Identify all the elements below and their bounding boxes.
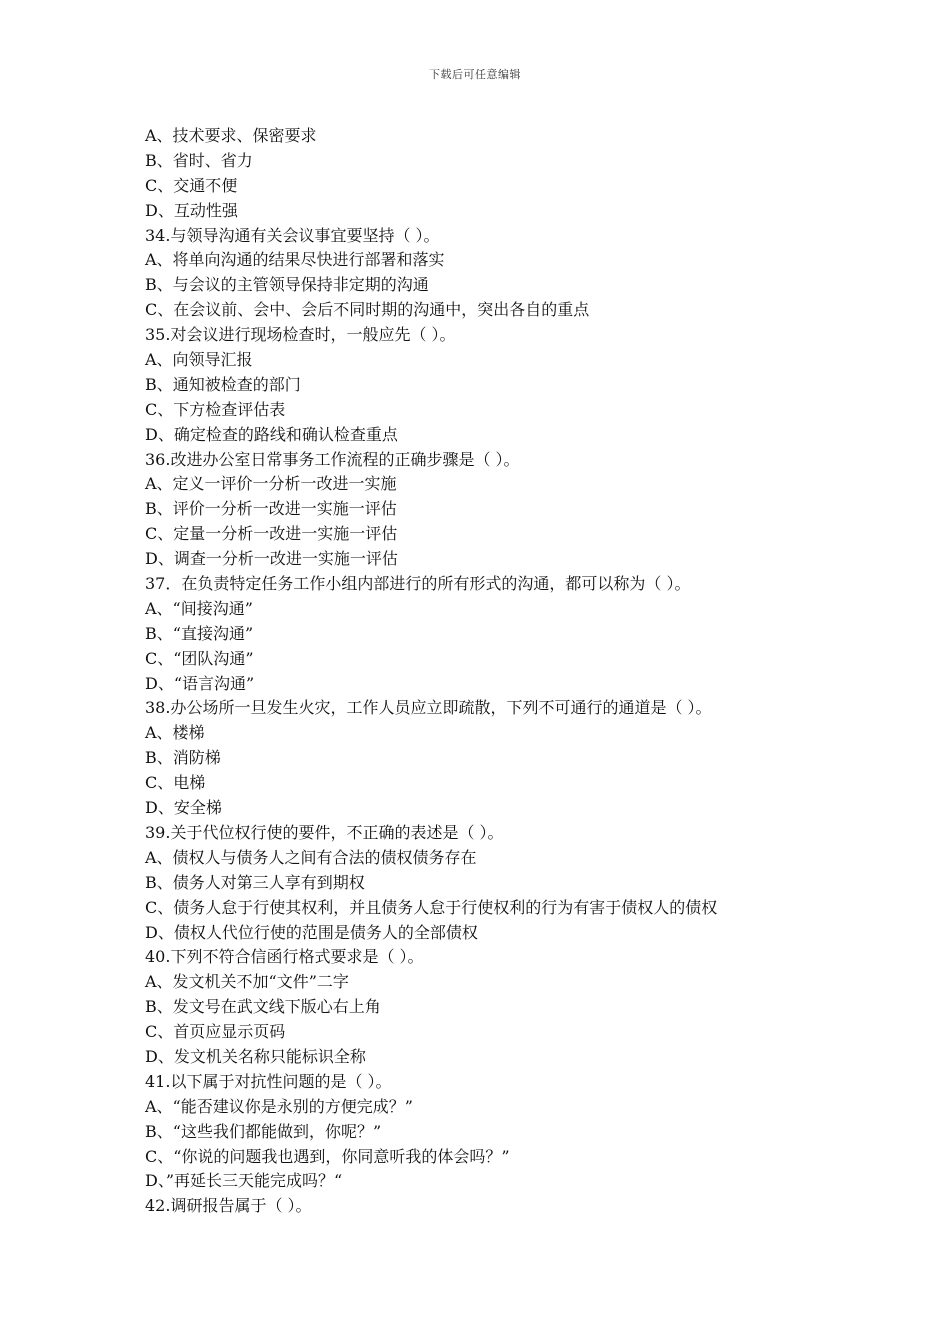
question-line: 38.办公场所一旦发生火灾，工作人员应立即疏散，下列不可通行的通道是（ ）。 xyxy=(145,698,712,718)
text-line: A、将单向沟通的结果尽快进行部署和落实 xyxy=(145,250,445,270)
text-line: B、通知被检查的部门 xyxy=(145,374,301,394)
text-line: C、债务人怠于行使其权利，并且债务人怠于行使权利的行为有害于债权人的债权 xyxy=(145,897,718,917)
text-line: A、楼梯 xyxy=(145,723,205,743)
text-line: C、在会议前、会中、会后不同时期的沟通中，突出各自的重点 xyxy=(145,300,590,320)
text-line: A、技术要求、保密要求 xyxy=(145,126,317,145)
text-line: C、“团队沟通” xyxy=(145,648,254,668)
page-header: 下载后可任意编辑 xyxy=(429,68,521,81)
text-line: B、评价一分析一改进一实施一评估 xyxy=(145,499,397,519)
question-line: 36.改进办公室日常事务工作流程的正确步骤是（ ）。 xyxy=(145,449,520,469)
question-line: 42.调研报告属于（ ）。 xyxy=(145,1196,312,1216)
text-line: A、债权人与债务人之间有合法的债权债务存在 xyxy=(145,847,477,867)
question-line: 40.下列不符合信函行格式要求是（ ）。 xyxy=(145,947,424,967)
question-line: 37．在负责特定任务工作小组内部进行的所有形式的沟通，都可以称为（ ）。 xyxy=(145,574,691,594)
text-line: D、”再延长三天能完成吗？“ xyxy=(145,1171,343,1191)
text-line: B、“这些我们都能做到，你呢？” xyxy=(145,1121,382,1141)
text-line: D、“语言沟通” xyxy=(145,673,255,693)
text-line: D、安全梯 xyxy=(145,798,222,818)
text-line: B、“直接沟通” xyxy=(145,623,254,643)
text-line: D、确定检查的路线和确认检查重点 xyxy=(145,424,398,444)
text-line: D、调查一分析一改进一实施一评估 xyxy=(145,549,398,569)
text-line: A、向领导汇报 xyxy=(145,350,253,370)
text-line: C、下方检查评估表 xyxy=(145,399,286,419)
text-line: D、互动性强 xyxy=(145,200,238,220)
text-line: D、发文机关名称只能标识全称 xyxy=(145,1046,366,1066)
text-line: A、发文机关不加“文件”二字 xyxy=(145,972,349,992)
text-line: A、“间接沟通” xyxy=(145,598,253,618)
text-line: C、交通不便 xyxy=(145,175,238,195)
question-line: 34.与领导沟通有关会议事宜要坚持（ ）。 xyxy=(145,225,440,245)
text-line: B、与会议的主管领导保持非定期的沟通 xyxy=(145,275,429,295)
text-line: A、定义一评价一分析一改进一实施 xyxy=(145,474,397,494)
text-line: B、省时、省力 xyxy=(145,150,253,170)
text-line: C、首页应显示页码 xyxy=(145,1022,286,1042)
question-line: 39.关于代位权行使的要件，不正确的表述是（ ）。 xyxy=(145,822,504,842)
text-line: C、电梯 xyxy=(145,773,206,793)
question-line: 41.以下属于对抗性问题的是（ ）。 xyxy=(145,1071,392,1091)
text-line: B、债务人对第三人享有到期权 xyxy=(145,872,365,892)
text-line: A、“能否建议你是永别的方便完成？” xyxy=(145,1096,413,1116)
question-line: 35.对会议进行现场检查时，一般应先（ ）。 xyxy=(145,325,456,345)
text-line: C、定量一分析一改进一实施一评估 xyxy=(145,524,398,544)
text-line: C、“你说的问题我也遇到，你同意听我的体会吗？” xyxy=(145,1146,510,1166)
text-line: D、债权人代位行使的范围是债务人的全部债权 xyxy=(145,922,478,942)
text-line: B、发文号在武文线下版心右上角 xyxy=(145,997,381,1017)
text-line: B、消防梯 xyxy=(145,748,221,768)
document-body xyxy=(145,124,845,1219)
